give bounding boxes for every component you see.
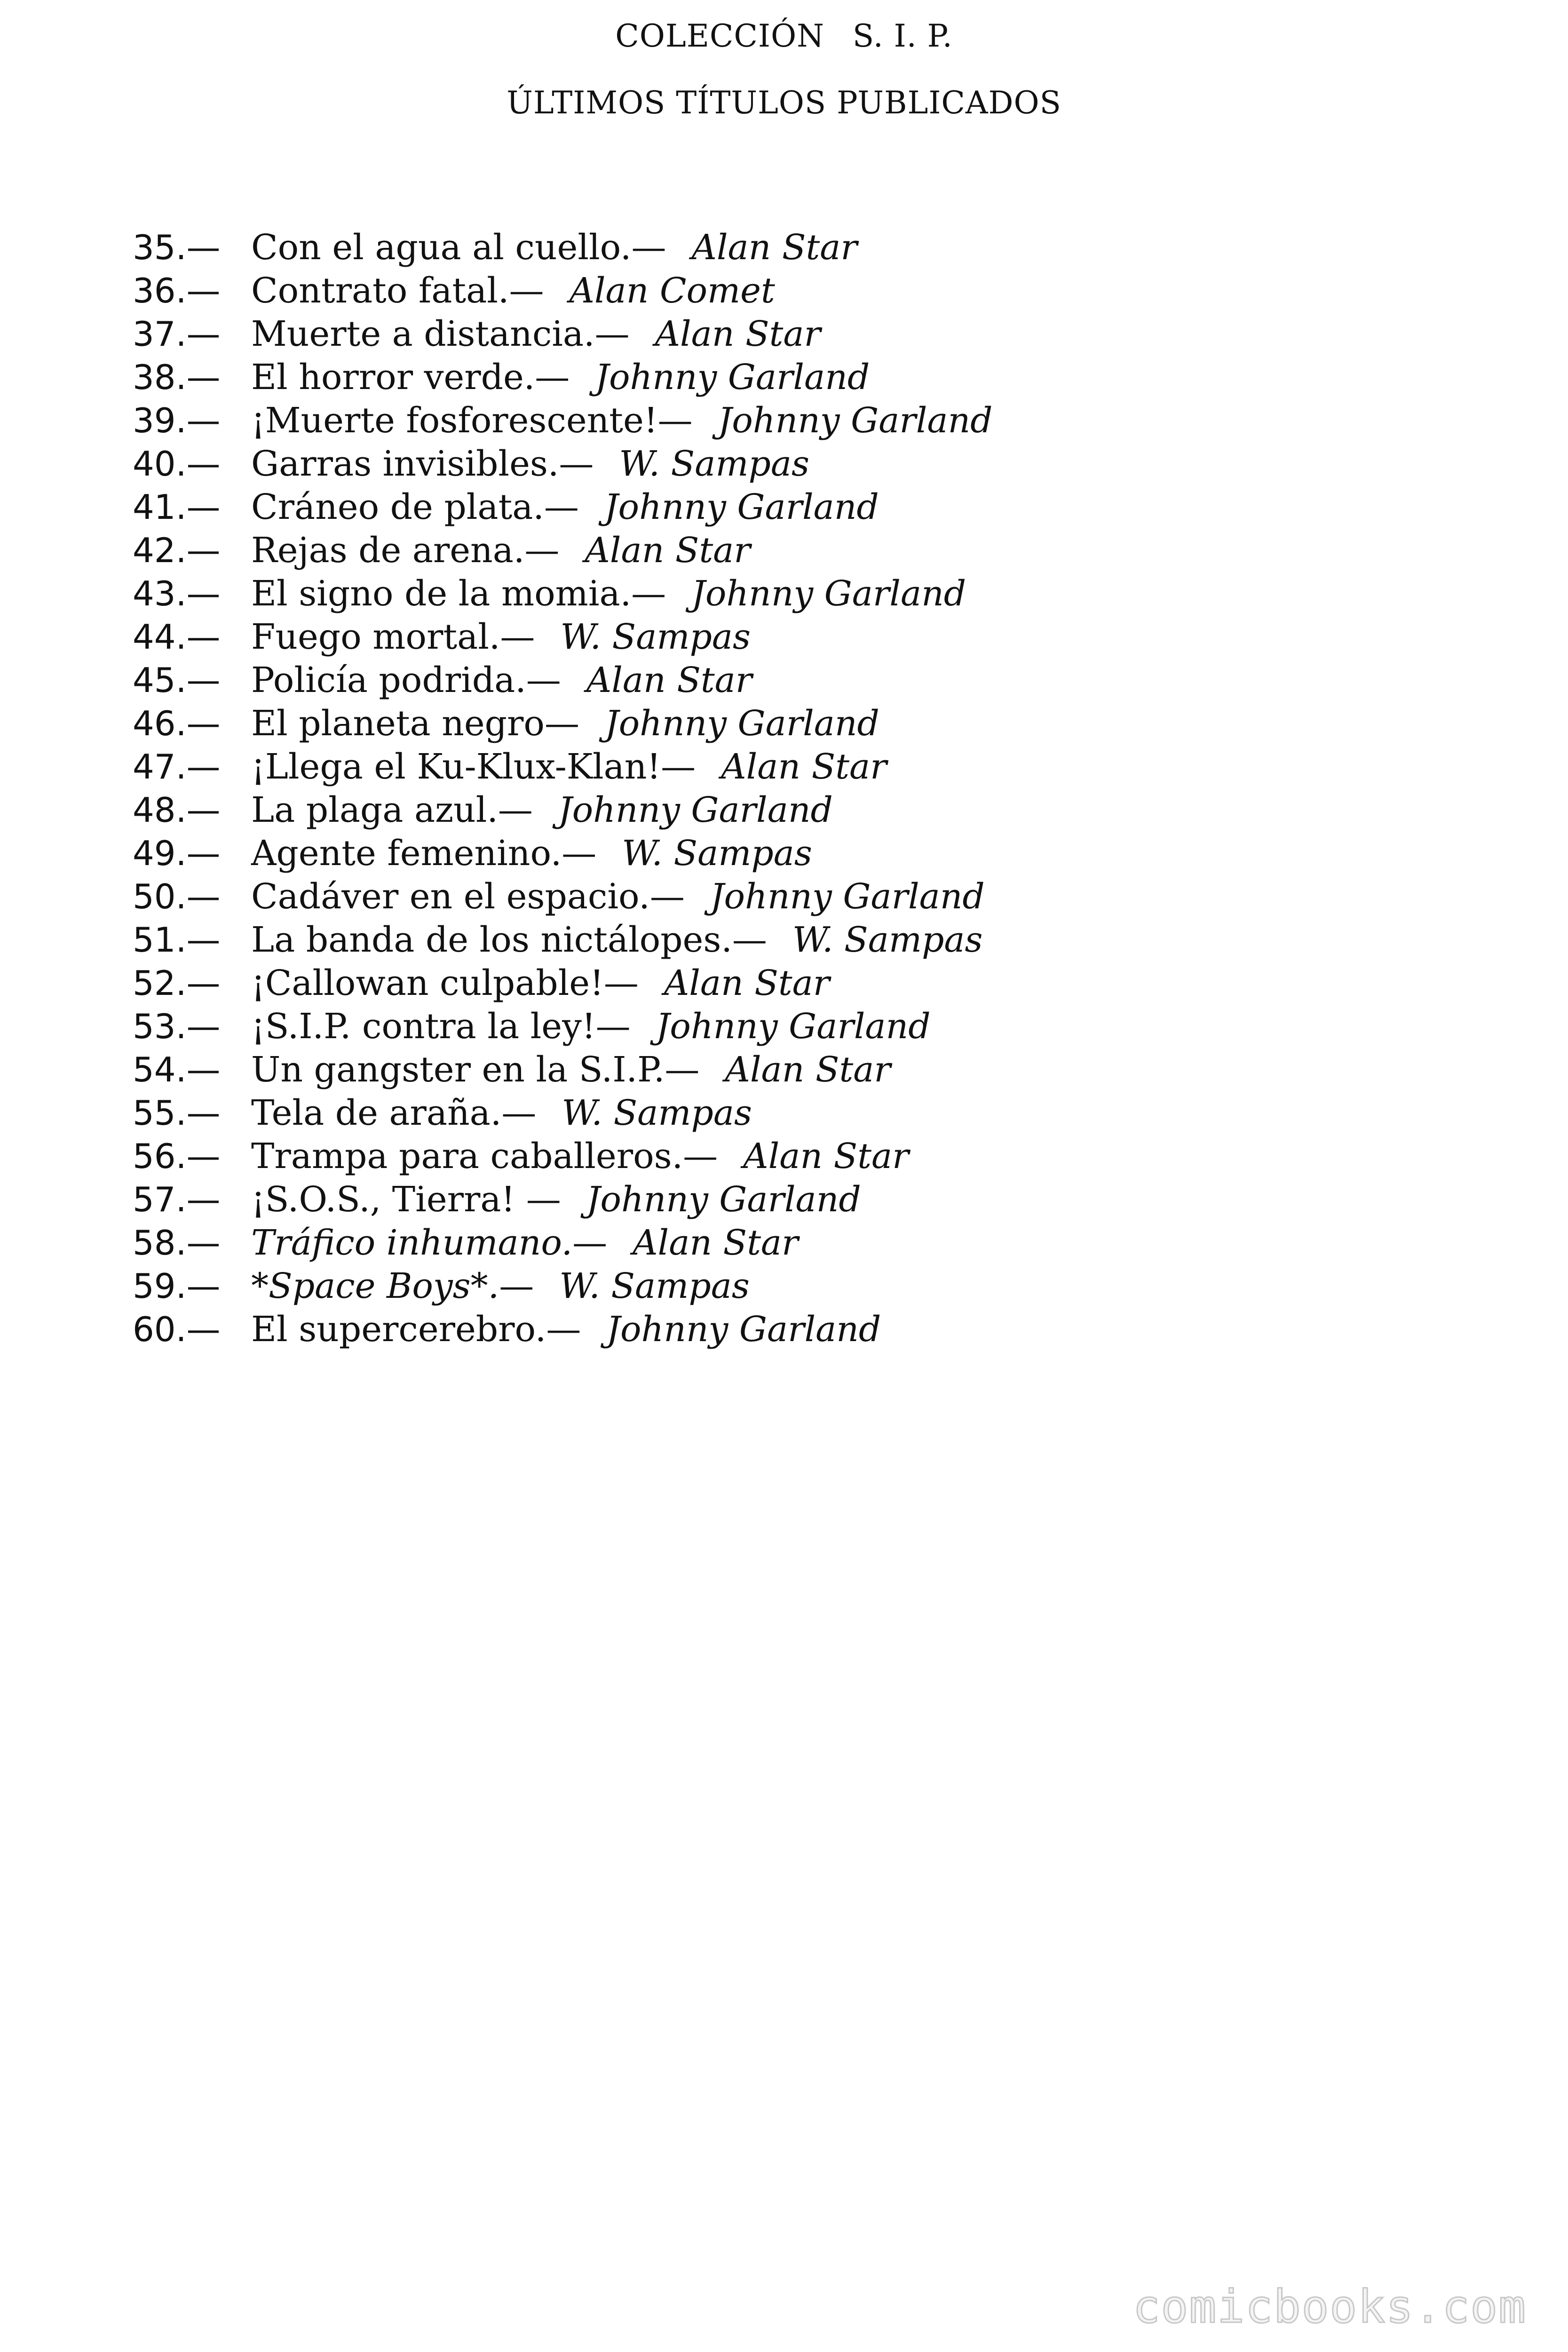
entry-number: 53.—	[133, 1007, 221, 1046]
title-entry	[133, 269, 993, 312]
entry-number: 54.—	[133, 1050, 221, 1089]
entry-title: Tráfico inhumano.	[251, 1223, 573, 1263]
entry-dash: —	[732, 920, 767, 960]
entry-dash: —	[661, 747, 696, 787]
entry-dash: —	[665, 1049, 700, 1090]
entry-number: 47.—	[133, 747, 221, 787]
entry-title: Tela de araña.	[251, 1093, 502, 1133]
entry-number: 46.—	[133, 704, 221, 743]
entry-title: Contrato fatal.	[251, 270, 509, 311]
entry-title: El planeta negro	[251, 703, 545, 744]
entry-number: 40.—	[133, 444, 221, 484]
entry-title: Con el agua al cuello.	[251, 227, 632, 268]
entry-author: Alan Star	[655, 314, 821, 354]
entry-number: 37.—	[133, 314, 221, 354]
entry-dash: —	[657, 400, 693, 441]
title-entry	[133, 529, 993, 572]
entry-title: Agente femenino.	[251, 833, 562, 874]
entry-author: Johnny Garland	[656, 1006, 931, 1047]
entry-number: 42.—	[133, 531, 221, 570]
title-entry	[133, 615, 993, 659]
entry-dash: —	[509, 270, 544, 311]
entry-number: 51.—	[133, 920, 221, 960]
title-entry	[133, 918, 993, 961]
entry-number: 48.—	[133, 790, 221, 830]
published-titles-list	[133, 226, 993, 1351]
entry-dash: —	[546, 1309, 581, 1350]
entry-author: Johnny Garland	[586, 1179, 861, 1220]
entry-dash: —	[572, 1223, 608, 1263]
list-subtitle: ÚLTIMOS TÍTULOS PUBLICADOS	[507, 85, 1061, 121]
entry-title: ¡Llega el Ku-Klux-Klan!	[251, 747, 661, 787]
entry-author: Johnny Garland	[595, 357, 870, 397]
entry-dash: —	[500, 617, 535, 657]
entry-title: El horror verde.	[251, 357, 535, 397]
entry-dash: —	[544, 703, 579, 744]
title-entry	[133, 1264, 993, 1308]
entry-number: 35.—	[133, 228, 221, 267]
title-entry	[133, 1091, 993, 1135]
entry-number: 57.—	[133, 1180, 221, 1219]
entry-number: 38.—	[133, 358, 221, 397]
title-entry	[133, 875, 993, 918]
collection-label: COLECCIÓN	[615, 18, 824, 54]
title-entry	[133, 961, 993, 1005]
entry-dash: —	[544, 487, 579, 527]
entry-author: Alan Star	[691, 227, 857, 268]
title-entry	[133, 485, 993, 529]
title-entry	[133, 1308, 993, 1351]
title-entry	[133, 745, 993, 788]
entry-number: 55.—	[133, 1093, 221, 1133]
entry-author: Alan Star	[633, 1223, 799, 1263]
entry-author: Johnny Garland	[604, 487, 879, 527]
entry-dash: —	[526, 1179, 561, 1220]
entry-author: Johnny Garland	[606, 1309, 881, 1350]
entry-title: Fuego mortal.	[251, 617, 500, 657]
entry-author: Alan Star	[585, 530, 751, 571]
entry-dash: —	[499, 1266, 534, 1306]
entry-author: Alan Comet	[569, 270, 775, 311]
entry-dash: —	[603, 963, 639, 1003]
entry-title: Un gangster en la S.I.P.	[251, 1049, 665, 1090]
site-watermark: comicbooks.com	[1132, 2280, 1527, 2333]
entry-author: Alan Star	[743, 1136, 909, 1176]
entry-author: W. Sampas	[619, 444, 809, 484]
entry-title: Policía podrida.	[251, 660, 526, 700]
entry-author: Alan Star	[721, 747, 887, 787]
entry-dash: —	[526, 660, 561, 700]
entry-dash: —	[631, 227, 666, 268]
entry-number: 41.—	[133, 487, 221, 527]
title-entry	[133, 312, 993, 356]
entry-number: 56.—	[133, 1136, 221, 1176]
collection-code: S. I. P.	[852, 18, 953, 54]
entry-title: ¡Callowan culpable!	[251, 963, 604, 1003]
entry-author: Johnny Garland	[604, 703, 879, 744]
title-entry	[133, 1221, 993, 1264]
entry-dash: —	[594, 314, 630, 354]
entry-title: ¡Muerte fosforescente!	[251, 400, 658, 441]
entry-dash: —	[559, 444, 594, 484]
entry-dash: —	[683, 1136, 718, 1176]
entry-number: 39.—	[133, 401, 221, 440]
title-entry	[133, 1005, 993, 1048]
entry-title: Muerte a distancia.	[251, 314, 595, 354]
entry-author: Johnny Garland	[718, 400, 993, 441]
entry-title: La plaga azul.	[251, 790, 498, 830]
entry-title: El signo de la momia.	[251, 573, 632, 614]
entry-number: 60.—	[133, 1310, 221, 1349]
entry-title: Cadáver en el espacio.	[251, 876, 650, 917]
entry-title: La banda de los nictálopes.	[251, 920, 732, 960]
title-entry	[133, 788, 993, 832]
entry-number: 52.—	[133, 963, 221, 1003]
entry-dash: —	[535, 357, 570, 397]
entry-author: Johnny Garland	[710, 876, 985, 917]
title-entry	[133, 832, 993, 875]
entry-author: W. Sampas	[559, 1266, 750, 1306]
entry-dash: —	[631, 573, 666, 614]
title-entry	[133, 442, 993, 485]
title-entry	[133, 399, 993, 442]
title-entry	[133, 1178, 993, 1221]
entry-title: Cráneo de plata.	[251, 487, 544, 527]
collection-heading	[0, 18, 1568, 54]
entry-dash: —	[524, 530, 560, 571]
entry-title: Trampa para caballeros.	[251, 1136, 683, 1176]
entry-number: 36.—	[133, 271, 221, 310]
title-entry	[133, 572, 993, 615]
entry-author: Alan Star	[725, 1049, 891, 1090]
entry-title: Rejas de arena.	[251, 530, 525, 571]
entry-author: Alan Star	[586, 660, 752, 700]
entry-author: W. Sampas	[622, 833, 812, 874]
entry-author: Alan Star	[664, 963, 830, 1003]
title-entry	[133, 702, 993, 745]
entry-number: 45.—	[133, 660, 221, 700]
entry-title: El supercerebro.	[251, 1309, 546, 1350]
entry-title: ¡S.O.S., Tierra!	[251, 1179, 526, 1220]
entry-number: 50.—	[133, 877, 221, 916]
title-entry	[133, 356, 993, 399]
entry-author: W. Sampas	[560, 617, 751, 657]
title-entry	[133, 226, 993, 269]
entry-dash: —	[649, 876, 685, 917]
entry-dash: —	[501, 1093, 537, 1133]
title-entry	[133, 1135, 993, 1178]
entry-title: ¡S.I.P. contra la ley!	[251, 1006, 596, 1047]
entry-number: 59.—	[133, 1266, 221, 1306]
entry-author: W. Sampas	[562, 1093, 752, 1133]
title-entry	[133, 1048, 993, 1091]
entry-number: 58.—	[133, 1223, 221, 1263]
entry-dash: —	[562, 833, 597, 874]
entry-author: Johnny Garland	[691, 573, 966, 614]
entry-number: 44.—	[133, 617, 221, 657]
entry-number: 43.—	[133, 574, 221, 613]
title-entry	[133, 659, 993, 702]
entry-author: Johnny Garland	[558, 790, 833, 830]
entry-title: *Space Boys*.	[251, 1266, 499, 1306]
entry-number: 49.—	[133, 834, 221, 873]
entry-title: Garras invisibles.	[251, 444, 559, 484]
entry-author: W. Sampas	[792, 920, 983, 960]
entry-dash: —	[595, 1006, 631, 1047]
entry-dash: —	[498, 790, 533, 830]
